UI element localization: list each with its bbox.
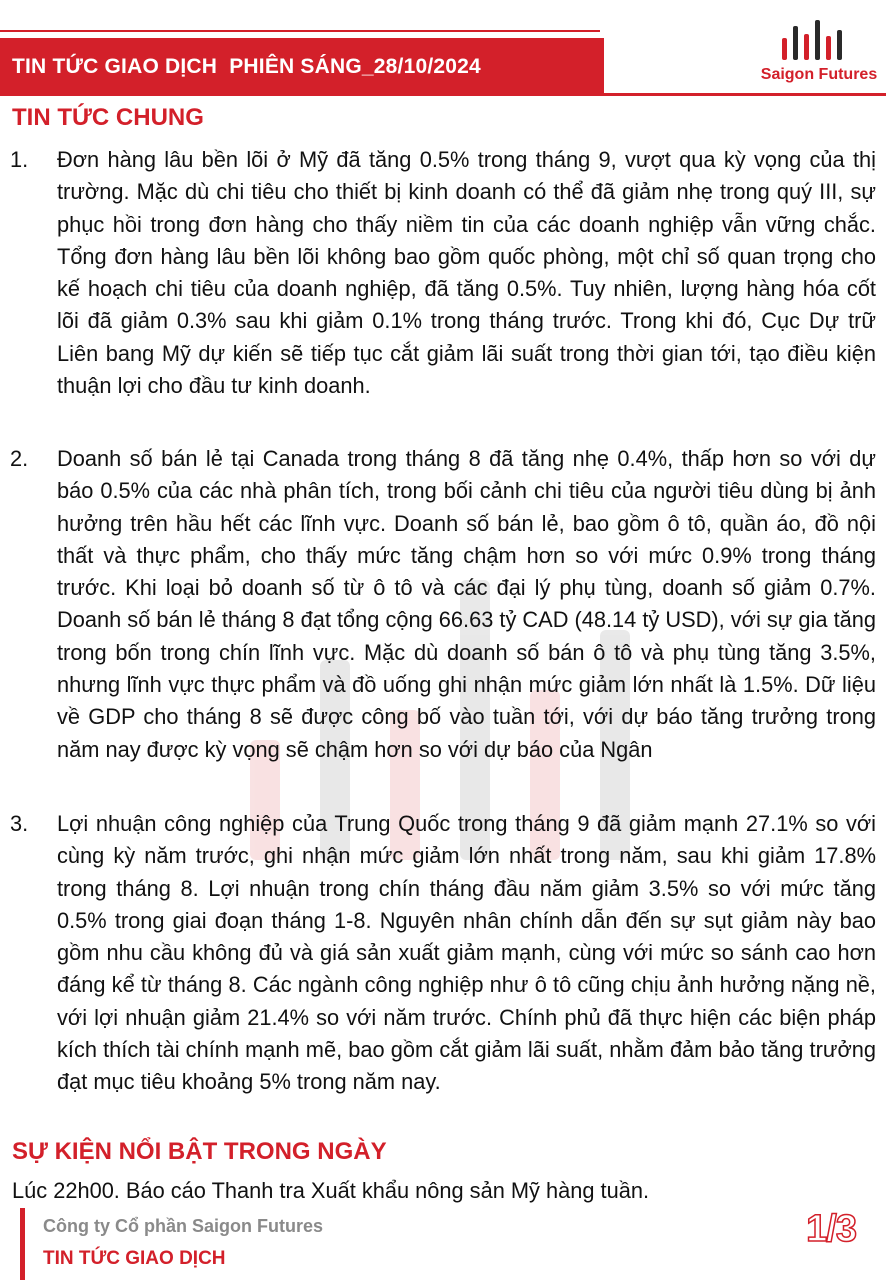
- event-text: Lúc 22h00. Báo cáo Thanh tra Xuất khẩu nông sản Mỹ hàng tuần.: [12, 1178, 650, 1203]
- page-title: TIN TỨC GIAO DỊCH PHIÊN SÁNG_28/10/2024: [12, 55, 481, 78]
- news-item-text: Đơn hàng lâu bền lõi ở Mỹ đã tăng 0.5% trong tháng 9, vượt qua kỳ vọng của thị trường. Mặc dù chi tiêu cho thiết bị kinh doanh có thể đã giảm nhẹ trong quý III, sự phục hồi trong đơn hàng cho thấy niềm tin của các doanh nghiệp vẫn vững chắc. Tổng đơn hàng lâu bền lõi không bao gồm quốc phòng, một chỉ số quan trọng cho kế hoạch chi tiêu của doanh nghiệp, đã tăng 0.5%. Tuy nhiên, lượng hàng hóa cốt lõi đã giảm 0.3% sau khi giảm 0.1% trong tháng trước. Trong khi đó, Cục Dự trữ Liên bang Mỹ dự kiến sẽ tiếp tục cắt giảm lãi suất trong thời gian tới, tạo điều kiện thuận lợi cho đầu tư kinh doanh.: [57, 147, 876, 399]
- general-news-heading: TIN TỨC CHUNG: [12, 104, 204, 131]
- news-item: [10, 144, 876, 402]
- header-top-line: [0, 30, 600, 32]
- logo-bars-icon: [782, 10, 852, 60]
- footer-company: Công ty Cổ phần Saigon Futures: [43, 1216, 323, 1236]
- news-item-number: 3.: [10, 811, 29, 836]
- news-item: [10, 808, 876, 1099]
- footer-accent-bar: [20, 1208, 25, 1280]
- news-item-number: 2.: [10, 446, 29, 471]
- news-item-text: Doanh số bán lẻ tại Canada trong tháng 8 đã tăng nhẹ 0.4%, thấp hơn so với dự báo 0.5% của các nhà phân tích, trong bối cảnh chi tiêu của người tiêu dùng bị ảnh hưởng trên hầu hết các lĩnh vực. Doanh số bán lẻ, bao gồm ô tô, quần áo, đồ nội thất và thực phẩm, cho thấy mức tăng chậm hơn so với mức 0.9% trong tháng trước. Khi loại bỏ doanh số từ ô tô và các đại lý phụ tùng, doanh số giảm 0.7%. Doanh số bán lẻ tháng 8 đạt tổng cộng 66.63 tỷ CAD (48.14 tỷ USD), với sự gia tăng trong bốn trong chín lĩnh vực. Mặc dù doanh số bán ô tô và phụ tùng tăng 3.5%, nhưng lĩnh vực thực phẩm và đồ uống ghi nhận mức giảm lớn nhất là 1.5%. Dữ liệu về GDP cho tháng 8 sẽ được công bố vào tuần tới, với dự báo tăng trưởng trong năm nay được kỳ vọng sẽ chậm hơn so với dự báo của Ngân: [57, 446, 876, 762]
- header-rule: [600, 93, 886, 96]
- page-number: 1/3: [806, 1208, 856, 1250]
- brand-logo: [752, 8, 886, 88]
- news-item: [10, 443, 876, 766]
- news-item-text: Lợi nhuận công nghiệp của Trung Quốc trong tháng 9 đã giảm mạnh 27.1% so với cùng kỳ năm trước, ghi nhận mức giảm lớn nhất trong năm, sau khi giảm 17.8% trong tháng 8. Lợi nhuận trong chín tháng đầu năm giảm 3.5% so với mức tăng 0.5% trong giai đoạn tháng 1-8. Nguyên nhân chính dẫn đến sự sụt giảm này bao gồm nhu cầu không đủ và giá sản xuất giảm mạnh, cùng với mức so sánh cao hơn đáng kể từ tháng 8. Các ngành công nghiệp như ô tô cũng chịu ảnh hưởng nặng nề, với lợi nhuận giảm 21.4% so với năm trước. Chính phủ đã thực hiện các biện pháp kích thích tài chính mạnh mẽ, bao gồm cắt giảm lãi suất, nhằm đảm bảo tăng trưởng đạt mục tiêu khoảng 5% trong năm nay.: [57, 811, 876, 1095]
- events-heading: SỰ KIỆN NỔI BẬT TRONG NGÀY: [12, 1138, 387, 1165]
- logo-text: Saigon Futures: [760, 66, 878, 83]
- footer-section: TIN TỨC GIAO DỊCH: [43, 1248, 226, 1269]
- news-item-number: 1.: [10, 147, 29, 172]
